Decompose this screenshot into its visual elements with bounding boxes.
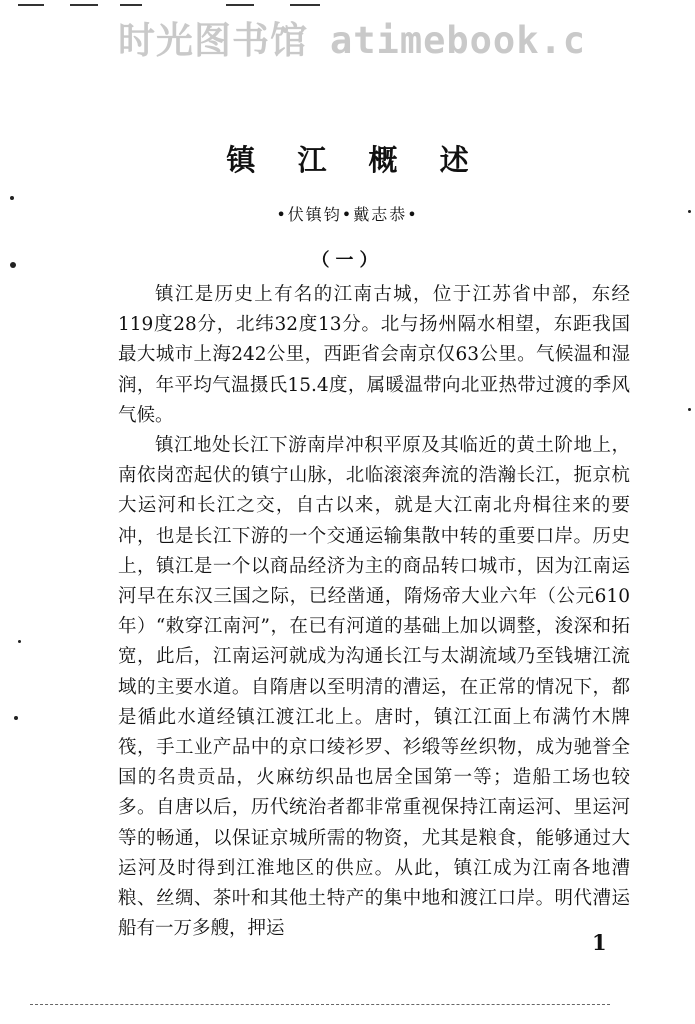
scan-speck [688, 408, 691, 411]
top-edge-rule [70, 4, 98, 6]
scan-speck [14, 716, 18, 720]
top-edge-rule [18, 4, 44, 6]
scan-speck [10, 262, 16, 268]
watermark [118, 10, 695, 64]
page-number: 1 [592, 930, 607, 955]
scan-speck [18, 640, 21, 643]
section-number: （一） [311, 250, 384, 271]
top-edge-rule [290, 4, 320, 6]
body-text [118, 280, 630, 944]
scan-speck [688, 210, 691, 213]
scan-speck [10, 196, 14, 200]
page-title: 镇 江 概 述 [226, 143, 485, 177]
authors: •伏镇钧•戴志恭• [276, 205, 419, 224]
paragraph: 镇江是历史上有名的江南古城，位于江苏省中部，东经119度28分，北纬32度13分。北与扬州隔水相望，东距我国最大城市上海242公里，西距省会南京仅63公里。气候温和湿润，年平均气温摄氏15.4度，属暖温带向北亚热带过渡的季风气候。 [118, 284, 630, 426]
paragraph: 镇江地处长江下游南岸冲积平原及其临近的黄土阶地上，南依岗峦起伏的镇宁山脉，北临滚滚奔流的浩瀚长江，扼京杭大运河和长江之交，自古以来，就是大江南北舟楫往来的要冲，也是长江下游的一个交通运输集散中转的重要口岸。历史上，镇江是一个以商品经济为主的商品转口城市，因为江南运河早在东汉三国之际，已经凿通，隋炀帝大业六年（公元610年）“敕穿江南河”，在已有河道的基础上加以调整，浚深和拓宽，此后，江南运河就成为沟通长江与太湖流域乃至钱塘江流域的主要水道。自隋唐以至明清的漕运，在正常的情况下，都是循此水道经镇江渡江北上。唐时，镇江江面上布满竹木牌筏，手工业产品中的京口绫衫罗、衫缎等丝织物，成为驰誉全国的名贵贡品，火麻纺织品也居全国第一等；造船工场也较多。自唐以后，历代统治者都非常重视保持江南运河、里运河等的畅通，以保证京城所需的物资，尤其是粮食，能够通过大运河及时得到江淮地区的供应。从此，镇江成为江南各地漕粮、丝绸、茶叶和其他土特产的集中地和渡江口岸。明代漕运船有一万多艘，押运 [118, 435, 630, 940]
watermark-cn: 时光图书馆 [118, 19, 308, 62]
top-edge-rule [120, 4, 142, 6]
top-edge-rule [226, 4, 254, 6]
bottom-edge-rule [30, 1004, 610, 1005]
watermark-latin: atimebook.c [330, 19, 587, 62]
